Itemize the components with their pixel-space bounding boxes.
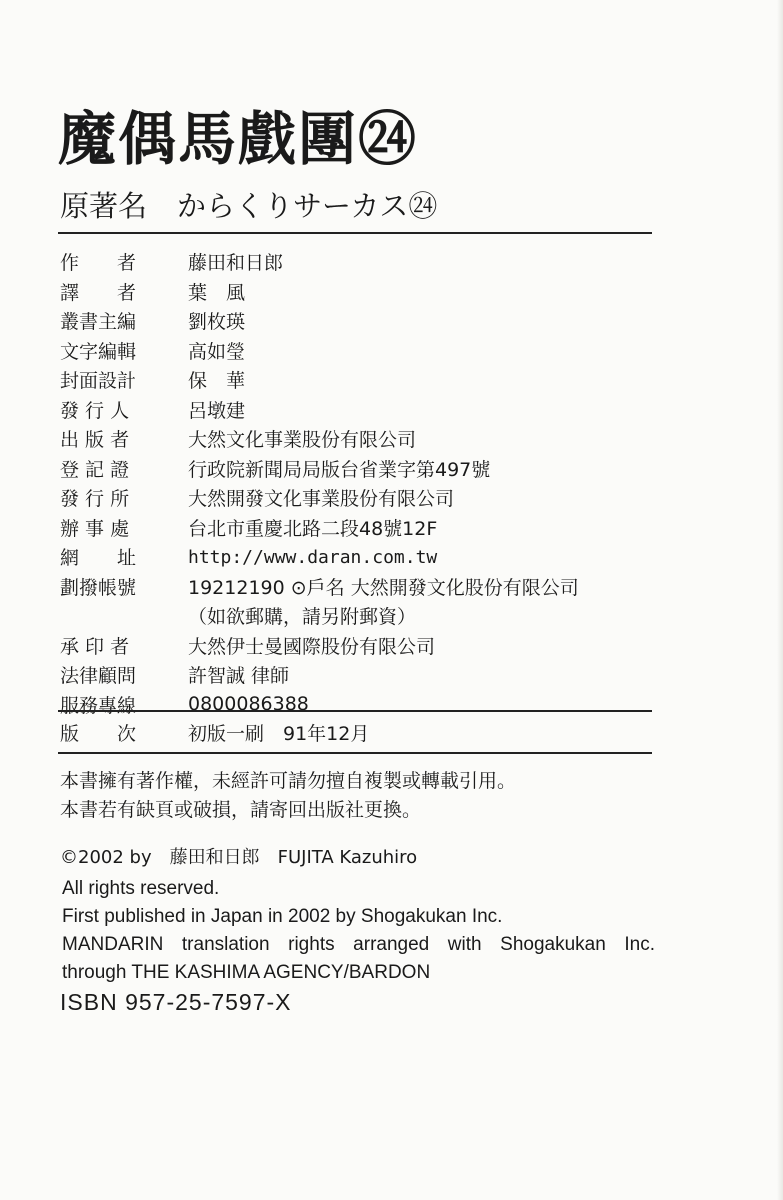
rights-reserved: All rights reserved. [62,878,220,899]
page-edge [777,0,783,1200]
credit-row-office [60,513,660,543]
credit-row-mail-order-note [60,601,660,631]
credit-label: 譯 者 [60,281,137,304]
credit-value: 19212190 ⊙戶名 大然開發文化股份有限公司 [188,576,579,599]
credit-label: 出 版 者 [60,429,130,452]
credit-label: 服務專線 [60,694,137,717]
credit-row-printer [60,631,660,661]
credits-list [60,247,660,719]
credit-value: 藤田和日郎 [188,252,284,275]
credit-value: 劉枚瑛 [188,311,246,334]
credit-row-translator [60,277,660,307]
copyright-year: ©2002 by [60,847,152,868]
credit-row-legal-counsel [60,660,660,690]
edition-value: 初版一刷 91年12月 [188,722,370,745]
credit-row-publisher-person [60,395,660,425]
credit-row-text-editor [60,336,660,366]
edition-label: 版 次 [60,722,137,745]
translation-rights: MANDARIN translation rights arranged with Shogakukan Inc. [62,934,655,955]
credit-label: 文字編輯 [60,340,137,363]
credit-row-author [60,247,660,277]
lower-divider [58,752,652,754]
credit-label: 網 址 [60,547,137,570]
credit-value: 大然文化事業股份有限公司 [188,429,417,452]
credit-value: 行政院新聞局局版台省業字第497號 [188,458,491,481]
top-divider [58,232,652,234]
credit-label: 法律顧問 [60,665,137,688]
copyright-author-cjk: 藤田和日郎 [169,847,260,868]
credit-value: 葉 風 [188,281,246,304]
website-url: http://www.daran.com.tw [188,546,438,568]
credit-value: 呂墩建 [188,399,246,422]
original-title-value: からくりサーカス㉔ [177,189,438,223]
credit-label: 叢書主編 [60,311,137,334]
isbn: ISBN 957-25-7597-X [60,989,292,1015]
credit-value: 0800086388 [188,693,309,716]
credit-label: 發 行 人 [60,399,130,422]
credit-row-service-line [60,690,660,720]
credit-label: 作 者 [60,252,137,275]
original-title [60,186,437,226]
credit-label: 辦 事 處 [60,517,130,540]
credit-row-website [60,542,660,572]
credit-value: （如欲郵購，請另附郵資） [188,606,417,629]
credit-label: 登 記 證 [60,458,130,481]
credit-value: 許智誠 律師 [188,665,290,688]
credit-row-publisher [60,424,660,454]
credit-value: 高如瑩 [188,340,246,363]
original-title-label: 原著名 [60,189,148,223]
credit-label: 劃撥帳號 [60,576,137,599]
credit-label: 發 行 所 [60,488,130,511]
agency-line: through THE KASHIMA AGENCY/BARDON [62,962,431,983]
book-title: 魔偶馬戲團㉔ [58,105,419,173]
credit-value: 大然開發文化事業股份有限公司 [188,488,455,511]
copyright-notice: 本書擁有著作權，未經許可請勿擅自複製或轉載引用。 [60,770,517,792]
credit-label: 封面設計 [60,370,137,393]
credit-value: 大然伊士曼國際股份有限公司 [188,635,436,658]
credit-row-postal-account [60,572,660,602]
edition-row [60,717,369,747]
first-published: First published in Japan in 2002 by Shogakukan Inc. [62,906,503,927]
credit-value: 保 華 [188,370,246,393]
middle-divider [58,710,652,712]
credit-row-registration [60,454,660,484]
defect-notice: 本書若有缺頁或破損，請寄回出版社更換。 [60,799,422,821]
copyright-author-en: FUJITA Kazuhiro [277,847,418,868]
credit-row-distributor [60,483,660,513]
copyright-line [60,843,435,869]
credit-label: 承 印 者 [60,635,130,658]
credit-row-cover-design [60,365,660,395]
credit-value: 台北市重慶北路二段48號12F [188,517,438,540]
credit-row-series-editor [60,306,660,336]
